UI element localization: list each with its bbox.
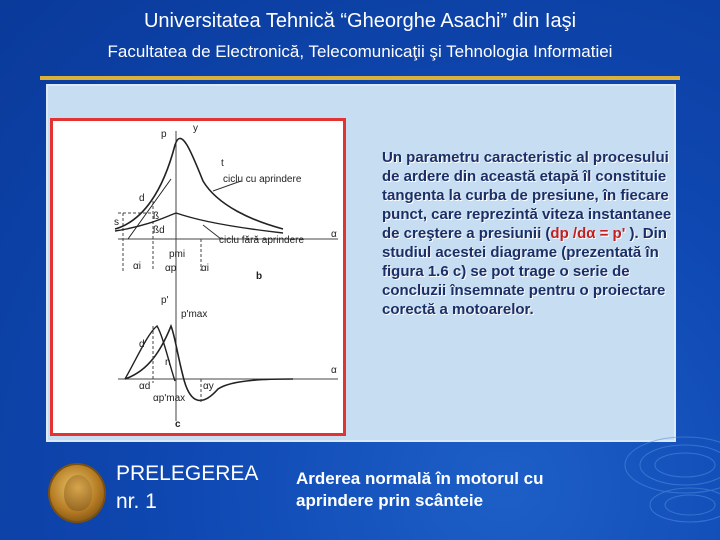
label-ciclu-cu: ciclu cu aprindere: [223, 174, 302, 185]
pressure-diagram: [50, 118, 346, 436]
label-d-bottom: d: [139, 339, 145, 350]
label-p-prime-max2: αp'max: [153, 393, 186, 404]
label-p-prime: p': [161, 295, 169, 306]
label-y: y: [193, 123, 198, 134]
description-text: [382, 148, 672, 319]
label-beta-d: ßd: [153, 225, 165, 236]
label-c: c: [175, 419, 181, 430]
label-p: p: [161, 129, 167, 140]
label-alpha-i: αi: [133, 261, 142, 272]
description-part2: ). Din studiul acestei diagrame (prezentată în figura 1.6 c) se pot trage o serie de concluzii însemnate pentru o proiectare corectă a motoarelor.: [382, 225, 667, 318]
curve-without-ignition: [115, 213, 283, 233]
label-alpha-top: α: [331, 229, 337, 240]
label-alpha-d: αd: [139, 381, 151, 392]
label-p-prime-max: p'max: [181, 309, 208, 320]
decorative-swirl-icon: [590, 355, 720, 540]
description-part1: Un parametru caracteristic al procesului de ardere din această etapă îl constituie tangenta la curba de presiune, în fiecare punct, care reprezintă viteza instantanee de creştere a presiunii (: [382, 149, 672, 242]
faculty-title: Facultatea de Electronică, Telecomunicaţii şi Tehnologia Informatiei: [107, 42, 613, 61]
label-b: b: [256, 271, 263, 282]
label-alpha-p: αp: [165, 263, 177, 274]
label-alpha-i2: αi: [201, 263, 210, 274]
label-pmi: pmi: [169, 249, 186, 260]
label-alpha-y: αy: [203, 381, 214, 392]
label-n: n: [165, 357, 171, 368]
label-ciclu-fara: ciclu fără aprindere: [219, 235, 305, 246]
lecture-number: nr. 1: [116, 490, 157, 513]
description-highlight: dp /dα = p': [550, 225, 626, 242]
label-s: s: [114, 217, 119, 228]
label-beta: ß: [153, 211, 160, 222]
lecture-title: PRELEGEREA: [116, 462, 259, 485]
label-d-top: d: [139, 193, 145, 204]
gold-divider: [40, 76, 680, 80]
lecture-topic: Arderea normală în motorul cu aprindere prin scânteie: [296, 469, 544, 510]
label-alpha-bottom: α: [331, 365, 337, 376]
lecture-label: [116, 460, 258, 516]
university-seal-icon: [48, 463, 106, 523]
university-title: Universitatea Tehnică “Gheorghe Asachi” din Iaşi: [143, 10, 577, 32]
label-t: t: [221, 158, 224, 169]
